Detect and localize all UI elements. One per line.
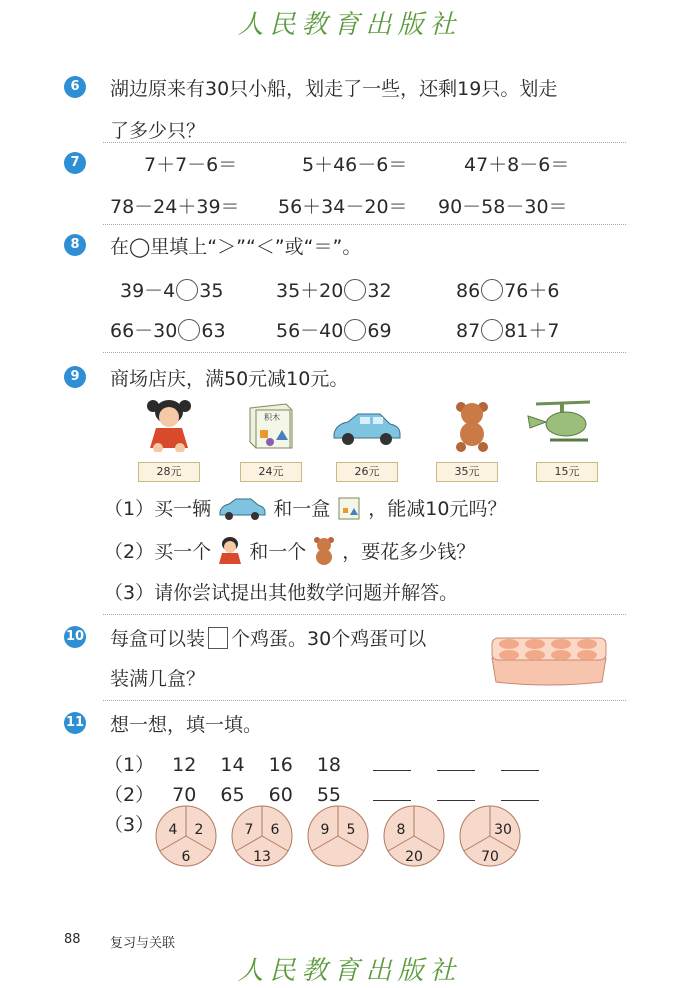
q8-instruction: 在◯里填上“＞”“＜”或“＝”。 bbox=[110, 236, 362, 258]
blank-line[interactable] bbox=[501, 756, 539, 771]
q11-title: 想一想，填一填。 bbox=[110, 714, 263, 736]
answer-box[interactable] bbox=[208, 627, 228, 649]
section-title: 复习与关联 bbox=[110, 936, 176, 951]
teddy-bear-icon bbox=[452, 400, 492, 452]
q8-compare-1: 39－4 35 bbox=[120, 280, 224, 302]
number-circles bbox=[150, 802, 530, 874]
q8-compare-5: 56－40 69 bbox=[276, 320, 392, 342]
circle-3-top-left: 9 bbox=[320, 822, 330, 838]
question-8-badge: 8 bbox=[64, 234, 86, 256]
q10-line1: 每盒可以装 个鸡蛋。30个鸡蛋可以 bbox=[110, 628, 427, 650]
price-tag-car: 26元 bbox=[336, 462, 398, 482]
circle-2-top-left: 7 bbox=[244, 822, 254, 838]
circle-3-top-right: 5 bbox=[346, 822, 356, 838]
q7-expr-2: 5＋46－6＝ bbox=[302, 154, 408, 176]
price-tag-doll: 28元 bbox=[138, 462, 200, 482]
compare-circle[interactable] bbox=[344, 279, 366, 301]
doll-small-icon bbox=[217, 536, 243, 566]
q6-text-line1: 湖边原来有30只小船，划走了一些，还剩19只。划走 bbox=[110, 78, 558, 100]
q8-compare-6: 87 81＋7 bbox=[456, 320, 560, 342]
q6-text-line2: 了多少只？ bbox=[110, 120, 206, 142]
q7-expr-3: 47＋8－6＝ bbox=[464, 154, 570, 176]
q11-sequence-1: （1） 12 14 16 18 bbox=[104, 750, 539, 777]
number-circle-4 bbox=[384, 806, 444, 866]
question-6-badge: 6 bbox=[64, 76, 86, 98]
q7-expr-1: 7＋7－6＝ bbox=[144, 154, 238, 176]
price-tag-helicopter: 15元 bbox=[536, 462, 598, 482]
egg-carton-icon bbox=[488, 632, 610, 688]
q11-sequence-2: （2） 70 65 60 55 bbox=[104, 780, 539, 807]
circle-4-bottom: 20 bbox=[405, 849, 423, 865]
number-circle-3 bbox=[308, 806, 368, 866]
circle-2-top-right: 6 bbox=[270, 822, 280, 838]
number-circle-5 bbox=[460, 806, 520, 866]
blank-line[interactable] bbox=[373, 756, 411, 771]
circle-1-top-right: 2 bbox=[194, 822, 204, 838]
circle-2-bottom: 13 bbox=[253, 849, 271, 865]
compare-circle[interactable] bbox=[481, 279, 503, 301]
separator bbox=[103, 142, 626, 143]
toy-blocks-box-small-icon bbox=[336, 495, 362, 521]
circle-4-top-left: 8 bbox=[396, 822, 406, 838]
q8-compare-2: 35＋20 32 bbox=[276, 280, 392, 302]
q7-expr-5: 56＋34－20＝ bbox=[278, 196, 408, 218]
q7-expr-4: 78－24＋39＝ bbox=[110, 196, 240, 218]
number-circle-2 bbox=[232, 806, 292, 866]
question-10-badge: 10 bbox=[64, 626, 86, 648]
price-tag-blocks: 24元 bbox=[240, 462, 302, 482]
separator bbox=[103, 224, 626, 225]
q11-sub3-label: （3） bbox=[104, 814, 155, 836]
compare-circle[interactable] bbox=[344, 319, 366, 341]
blank-line[interactable] bbox=[437, 786, 475, 801]
q7-expr-6: 90－58－30＝ bbox=[438, 196, 568, 218]
circle-5-top-right: 30 bbox=[494, 822, 512, 838]
compare-circle[interactable] bbox=[481, 319, 503, 341]
q9-title: 商场店庆，满50元减10元。 bbox=[110, 368, 349, 390]
price-tag-bear: 35元 bbox=[436, 462, 498, 482]
q8-compare-4: 66－30 63 bbox=[110, 320, 226, 342]
circle-1-top-left: 4 bbox=[168, 822, 178, 838]
q9-sub2: （2）买一个 和一个 ，要花多少钱？ bbox=[104, 536, 475, 566]
toy-car-small-icon bbox=[217, 496, 267, 520]
teddy-bear-small-icon bbox=[312, 536, 336, 566]
circle-5-bottom: 70 bbox=[481, 849, 499, 865]
blank-line[interactable] bbox=[501, 786, 539, 801]
circle-1-bottom: 6 bbox=[181, 849, 191, 865]
page-number: 88 bbox=[64, 932, 81, 947]
question-11-badge: 11 bbox=[64, 712, 86, 734]
q9-sub3: （3）请你尝试提出其他数学问题并解答。 bbox=[104, 582, 459, 604]
toy-blocks-box-icon bbox=[246, 402, 296, 450]
separator bbox=[103, 352, 626, 353]
q8-compare-3: 86 76＋6 bbox=[456, 280, 560, 302]
publisher-logo-top: 人民教育出版社 bbox=[237, 10, 462, 40]
compare-circle[interactable] bbox=[176, 279, 198, 301]
q9-sub1: （1）买一辆 和一盒 ，能减10元吗？ bbox=[104, 494, 506, 521]
publisher-logo-bottom: 人民教育出版社 bbox=[237, 956, 462, 986]
separator bbox=[103, 700, 626, 701]
blank-line[interactable] bbox=[373, 786, 411, 801]
question-9-badge: 9 bbox=[64, 366, 86, 388]
toy-helicopter-icon bbox=[526, 398, 600, 446]
separator bbox=[103, 614, 626, 615]
number-circle-1 bbox=[156, 806, 216, 866]
compare-circle[interactable] bbox=[178, 319, 200, 341]
q10-line2: 装满几盒？ bbox=[110, 668, 206, 690]
toy-car-icon bbox=[330, 410, 402, 448]
doll-icon bbox=[146, 398, 192, 452]
block-box-label: 积木 bbox=[264, 413, 280, 422]
blank-line[interactable] bbox=[437, 756, 475, 771]
question-7-badge: 7 bbox=[64, 152, 86, 174]
